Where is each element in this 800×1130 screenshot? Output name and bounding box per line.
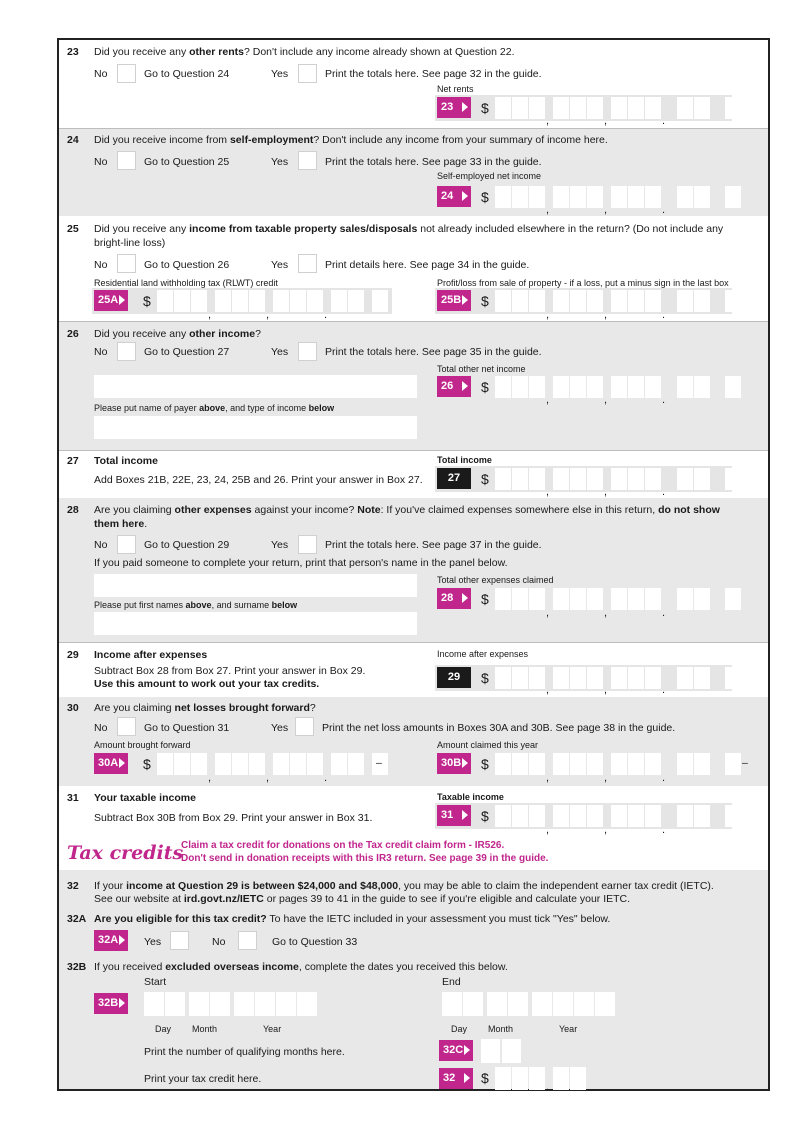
goto-label: Go to Question 27 xyxy=(144,346,230,358)
dollar-sign: $ xyxy=(143,756,151,772)
section-note-1: Claim a tax credit for donations on the Tax credit claim form - IR526. xyxy=(181,840,505,851)
question-text: Add Boxes 21B, 22E, 23, 24, 25B and 26. Print your answer in Box 27. xyxy=(94,474,423,486)
tax-credit-label: Print your tax credit here. xyxy=(144,1073,262,1085)
thousands-separator: , xyxy=(546,486,550,498)
payer-hint: Please put name of payer above, and type of income below xyxy=(94,403,335,413)
box-32c-tag: 32C xyxy=(439,1040,473,1061)
preparer-surname-input[interactable] xyxy=(94,612,417,635)
yes-checkbox[interactable] xyxy=(298,151,317,170)
dollar-sign: $ xyxy=(481,100,489,116)
question-text: Subtract Box 28 from Box 27. Print your answer in Box 29. xyxy=(94,665,366,677)
no-label: No xyxy=(212,936,226,948)
thousands-separator: , xyxy=(546,824,550,836)
decimal-point: . xyxy=(662,394,666,406)
start-label: Start xyxy=(144,976,167,988)
field-label: Taxable income xyxy=(437,792,504,802)
thousands-separator: , xyxy=(604,772,608,784)
preparer-first-names-input[interactable] xyxy=(94,574,417,597)
question-26 xyxy=(59,322,768,450)
goto-label: Go to Question 25 xyxy=(144,156,230,168)
instruction: Print the totals here. See page 35 in the guide. xyxy=(325,346,542,358)
decimal-point: . xyxy=(662,309,666,321)
question-number: 28 xyxy=(67,504,79,516)
dollar-sign: $ xyxy=(481,293,489,309)
no-label: No xyxy=(94,156,108,168)
section-note-2: Don't send in donation receipts with this IR3 return. See page 39 in the guide. xyxy=(181,853,549,864)
question-number: 30 xyxy=(67,702,79,714)
thousands-separator: , xyxy=(208,309,212,321)
box-24-tag: 24 xyxy=(437,186,471,207)
paid-preparer-text: If you paid someone to complete your return, print that person's name in the panel below. xyxy=(94,557,508,569)
thousands-separator: , xyxy=(604,684,608,696)
thousands-separator: , xyxy=(604,115,608,127)
question-25 xyxy=(59,216,768,321)
field-label-b: Profit/loss from sale of property - if a loss, put a minus sign in the last box xyxy=(437,278,729,288)
yes-label: Yes xyxy=(144,936,162,948)
box-32-tag: 32 xyxy=(439,1068,473,1089)
yes-label: Yes xyxy=(271,156,289,168)
box-27-tag: 27 xyxy=(437,468,471,489)
field-label: Total other expenses claimed xyxy=(437,575,554,585)
day-label: Day xyxy=(451,1024,468,1034)
question-text: Did you receive income from self-employment? Don't include any income from your summary of income here. xyxy=(94,134,608,146)
field-label: Net rents xyxy=(437,84,474,94)
preparer-hint: Please put first names above, and surname below xyxy=(94,600,298,610)
yes-label: Yes xyxy=(271,722,289,734)
field-label-a: Residential land withholding tax (RLWT) credit xyxy=(94,278,278,288)
yes-checkbox[interactable] xyxy=(298,535,317,554)
months-label: Print the number of qualifying months here. xyxy=(144,1046,345,1058)
question-number: 27 xyxy=(67,455,79,467)
question-text: Did you receive any other income? xyxy=(94,328,261,340)
no-label: No xyxy=(94,68,108,80)
box-25b-tag: 25B xyxy=(437,290,471,311)
no-label: No xyxy=(94,722,108,734)
decimal-point: . xyxy=(662,486,666,498)
thousands-separator: , xyxy=(546,204,550,216)
no-checkbox[interactable] xyxy=(117,535,136,554)
field-label: Total other net income xyxy=(437,364,526,374)
question-number: 29 xyxy=(67,649,79,661)
thousands-separator: , xyxy=(546,772,550,784)
year-label: Year xyxy=(559,1024,578,1034)
box-29-tag: 29 xyxy=(437,667,471,688)
box-23-tag: 23 xyxy=(437,97,471,118)
instruction: Print details here. See page 34 in the guide. xyxy=(325,259,530,271)
question-number: 25 xyxy=(67,223,79,235)
question-text: If you received excluded overseas income, complete the dates you received this below. xyxy=(94,961,508,973)
tax-credits-header xyxy=(59,836,768,870)
minus-sign: – xyxy=(376,757,382,769)
question-text: Did you receive any other rents? Don't include any income already shown at Question 22. xyxy=(94,46,515,58)
box-31-tag: 31 xyxy=(437,805,471,826)
section-title: Tax credits xyxy=(67,842,184,864)
question-number: 32A xyxy=(67,913,87,925)
dollar-sign: $ xyxy=(481,1070,489,1086)
yes-label: Yes xyxy=(271,539,289,551)
question-24 xyxy=(59,129,768,216)
question-number: 26 xyxy=(67,328,79,340)
question-title: Your taxable income xyxy=(94,792,196,804)
question-text: Are you eligible for this tax credit? To have the IETC included in your assessment you must tick "Yes" below. xyxy=(94,913,611,925)
question-text-line2: See our website at ird.govt.nz/IETC or pages 39 to 41 in the guide to see if you're eligible and calculate your IETC. xyxy=(94,893,631,905)
question-28 xyxy=(59,498,768,642)
question-text-line2: bright-line loss) xyxy=(94,237,166,249)
end-label: End xyxy=(442,976,461,988)
question-number: 23 xyxy=(67,46,79,58)
box-28-tag: 28 xyxy=(437,588,471,609)
dollar-sign: $ xyxy=(481,808,489,824)
thousands-separator: , xyxy=(266,772,270,784)
instruction: Print the totals here. See page 32 in the guide. xyxy=(325,68,542,80)
thousands-separator: , xyxy=(546,684,550,696)
question-number: 24 xyxy=(67,134,79,146)
decimal-point: . xyxy=(662,607,666,619)
box-32b-tag: 32B xyxy=(94,993,128,1014)
box-30b-tag: 30B xyxy=(437,753,471,774)
thousands-separator: , xyxy=(604,607,608,619)
no-checkbox[interactable] xyxy=(117,717,136,736)
goto-label: Go to Question 26 xyxy=(144,259,230,271)
no-checkbox[interactable] xyxy=(117,64,136,83)
question-text-line2: them here. xyxy=(94,518,148,530)
month-label: Month xyxy=(488,1024,514,1034)
no-checkbox[interactable] xyxy=(117,151,136,170)
no-checkbox[interactable] xyxy=(117,254,136,273)
goto-label: Go to Question 33 xyxy=(272,936,358,948)
dollar-sign: $ xyxy=(481,756,489,772)
box-26-tag: 26 xyxy=(437,376,471,397)
yes-checkbox[interactable] xyxy=(295,717,314,736)
question-32 xyxy=(59,870,768,1091)
thousands-separator: , xyxy=(604,486,608,498)
decimal-point: . xyxy=(662,115,666,127)
dollar-sign: $ xyxy=(481,379,489,395)
yes-label: Yes xyxy=(271,259,289,271)
field-label: Total income xyxy=(437,455,492,465)
income-type-input[interactable] xyxy=(94,416,417,439)
month-label: Month xyxy=(192,1024,218,1034)
question-number: 32 xyxy=(67,880,79,892)
box-32a-tag: 32A xyxy=(94,930,128,951)
yes-checkbox[interactable] xyxy=(298,254,317,273)
thousands-separator: , xyxy=(266,309,270,321)
no-label: No xyxy=(94,539,108,551)
yes-checkbox[interactable] xyxy=(298,64,317,83)
decimal-point: . xyxy=(662,204,666,216)
question-text-bold: Use this amount to work out your tax credits. xyxy=(94,678,320,690)
dollar-sign: $ xyxy=(481,670,489,686)
question-text: If your income at Question 29 is between $24,000 and $48,000, you may be able to claim the independent earner tax credit (IETC). xyxy=(94,880,714,892)
dollar-sign: $ xyxy=(481,471,489,487)
field-label-b: Amount claimed this year xyxy=(437,740,539,750)
box-25a-tag: 25A xyxy=(94,290,128,311)
dollar-sign: $ xyxy=(481,189,489,205)
no-label: No xyxy=(94,259,108,271)
minus-sign: – xyxy=(742,757,748,769)
decimal-point: . xyxy=(546,1081,550,1093)
question-title: Income after expenses xyxy=(94,649,208,661)
thousands-separator: , xyxy=(604,394,608,406)
question-text: Did you receive any income from taxable property sales/disposals not already included elsewhere in the return? (Do not include any xyxy=(94,223,724,235)
no-checkbox[interactable] xyxy=(238,931,257,950)
no-checkbox[interactable] xyxy=(117,342,136,361)
ir3-form-page xyxy=(57,38,770,1091)
question-number: 32B xyxy=(67,961,87,973)
field-label-a: Amount brought forward xyxy=(94,740,191,750)
yes-label: Yes xyxy=(271,68,289,80)
no-label: No xyxy=(94,346,108,358)
box-30a-tag: 30A xyxy=(94,753,128,774)
question-text: Subtract Box 30B from Box 29. Print your answer in Box 31. xyxy=(94,812,373,824)
thousands-separator: , xyxy=(546,394,550,406)
day-label: Day xyxy=(155,1024,172,1034)
instruction: Print the net loss amounts in Boxes 30A and 30B. See page 38 in the guide. xyxy=(322,722,676,734)
decimal-point: . xyxy=(662,684,666,696)
instruction: Print the totals here. See page 33 in the guide. xyxy=(325,156,542,168)
thousands-separator: , xyxy=(604,204,608,216)
goto-label: Go to Question 31 xyxy=(144,722,230,734)
yes-checkbox[interactable] xyxy=(298,342,317,361)
dollar-sign: $ xyxy=(481,591,489,607)
dollar-sign: $ xyxy=(143,293,151,309)
goto-label: Go to Question 29 xyxy=(144,539,230,551)
question-text: Are you claiming net losses brought forward? xyxy=(94,702,316,714)
decimal-point: . xyxy=(662,824,666,836)
goto-label: Go to Question 24 xyxy=(144,68,230,80)
yes-label: Yes xyxy=(271,346,289,358)
decimal-point: . xyxy=(324,772,328,784)
year-label: Year xyxy=(263,1024,282,1034)
decimal-point: . xyxy=(662,772,666,784)
question-number: 31 xyxy=(67,792,79,804)
instruction: Print the totals here. See page 37 in the guide. xyxy=(325,539,542,551)
question-title: Total income xyxy=(94,455,158,467)
field-label: Self-employed net income xyxy=(437,171,542,181)
thousands-separator: , xyxy=(604,824,608,836)
question-text: Are you claiming other expenses against your income? Note: If you've claimed expenses somewhere else in this return, do not show xyxy=(94,504,720,516)
payer-name-input[interactable] xyxy=(94,375,417,398)
thousands-separator: , xyxy=(546,607,550,619)
yes-checkbox[interactable] xyxy=(170,931,189,950)
field-label: Income after expenses xyxy=(437,649,529,659)
thousands-separator: , xyxy=(208,772,212,784)
thousands-separator: , xyxy=(546,309,550,321)
thousands-separator: , xyxy=(546,115,550,127)
thousands-separator: , xyxy=(604,309,608,321)
decimal-point: . xyxy=(324,309,328,321)
